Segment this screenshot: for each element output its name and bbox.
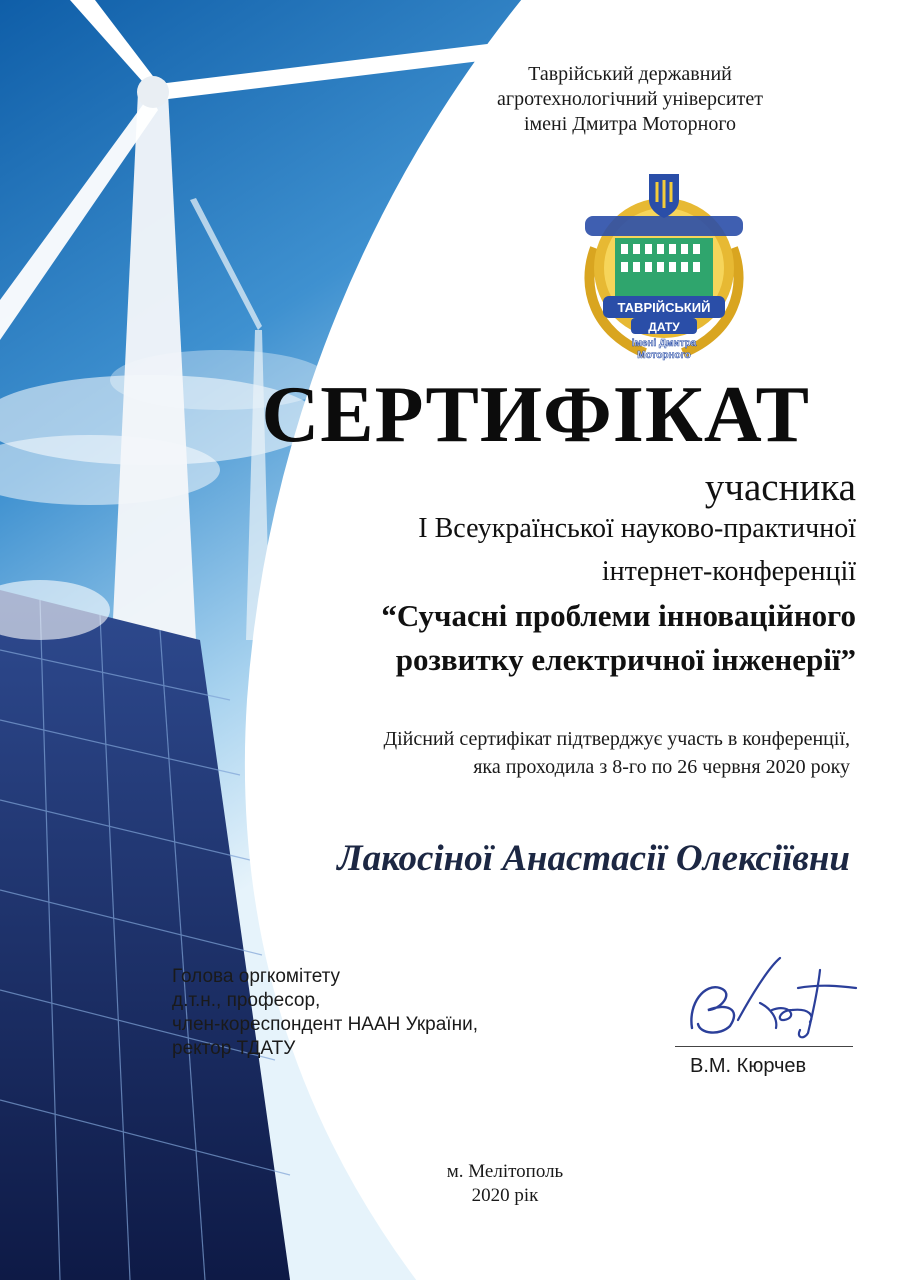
certificate-title: СЕРТИФІКАТ <box>261 371 810 459</box>
emblem-text-1: ТАВРІЙСЬКИЙ <box>617 300 711 315</box>
university-line-3: імені Дмитра Моторного <box>523 113 737 135</box>
university-emblem-icon <box>575 168 753 363</box>
university-name <box>430 62 830 137</box>
participant-name: Лакосіної Анастасії Олексіївни <box>337 838 850 879</box>
signatory-line-3: член-кореспондент НААН України, <box>172 1014 478 1035</box>
conference-title-line-1: “Сучасні проблеми інноваційного <box>381 598 856 633</box>
conference-line-2: інтернет-конференції <box>601 556 856 587</box>
signatory-title-block <box>172 965 478 1061</box>
footer-year: 2020 рік <box>471 1185 539 1206</box>
emblem-text-2: ДАТУ <box>648 320 680 334</box>
validity-line-2: яка проходила з 8-го по 26 червня 2020 року <box>473 756 850 778</box>
university-line-2: агротехнологічний університет <box>497 88 763 110</box>
signatory-name: В.М. Кюрчев <box>690 1055 807 1077</box>
university-line-1: Таврійський державний <box>528 63 732 85</box>
certificate-subtitle: учасника <box>704 466 856 509</box>
signatory-line-4: ректор ТДАТУ <box>172 1038 296 1059</box>
conference-title-line-2: розвитку електричної інженерії” <box>395 642 856 677</box>
signatory-line-1: Голова оргкомітету <box>172 966 341 987</box>
signatory-line-2: д.т.н., професор, <box>172 990 321 1011</box>
footer-city: м. Мелітополь <box>446 1161 564 1182</box>
conference-line-1: І Всеукраїнської науково-практичної <box>418 513 856 544</box>
emblem-text-3: імені Дмитра <box>631 338 697 349</box>
emblem-text-4: Моторного <box>637 350 691 361</box>
footer-place-date <box>400 1160 610 1208</box>
validity-line-1: Дійсний сертифікат підтверджує участь в конференції, <box>383 728 850 750</box>
handwritten-signature <box>680 948 860 1043</box>
signature-line <box>675 1046 853 1047</box>
